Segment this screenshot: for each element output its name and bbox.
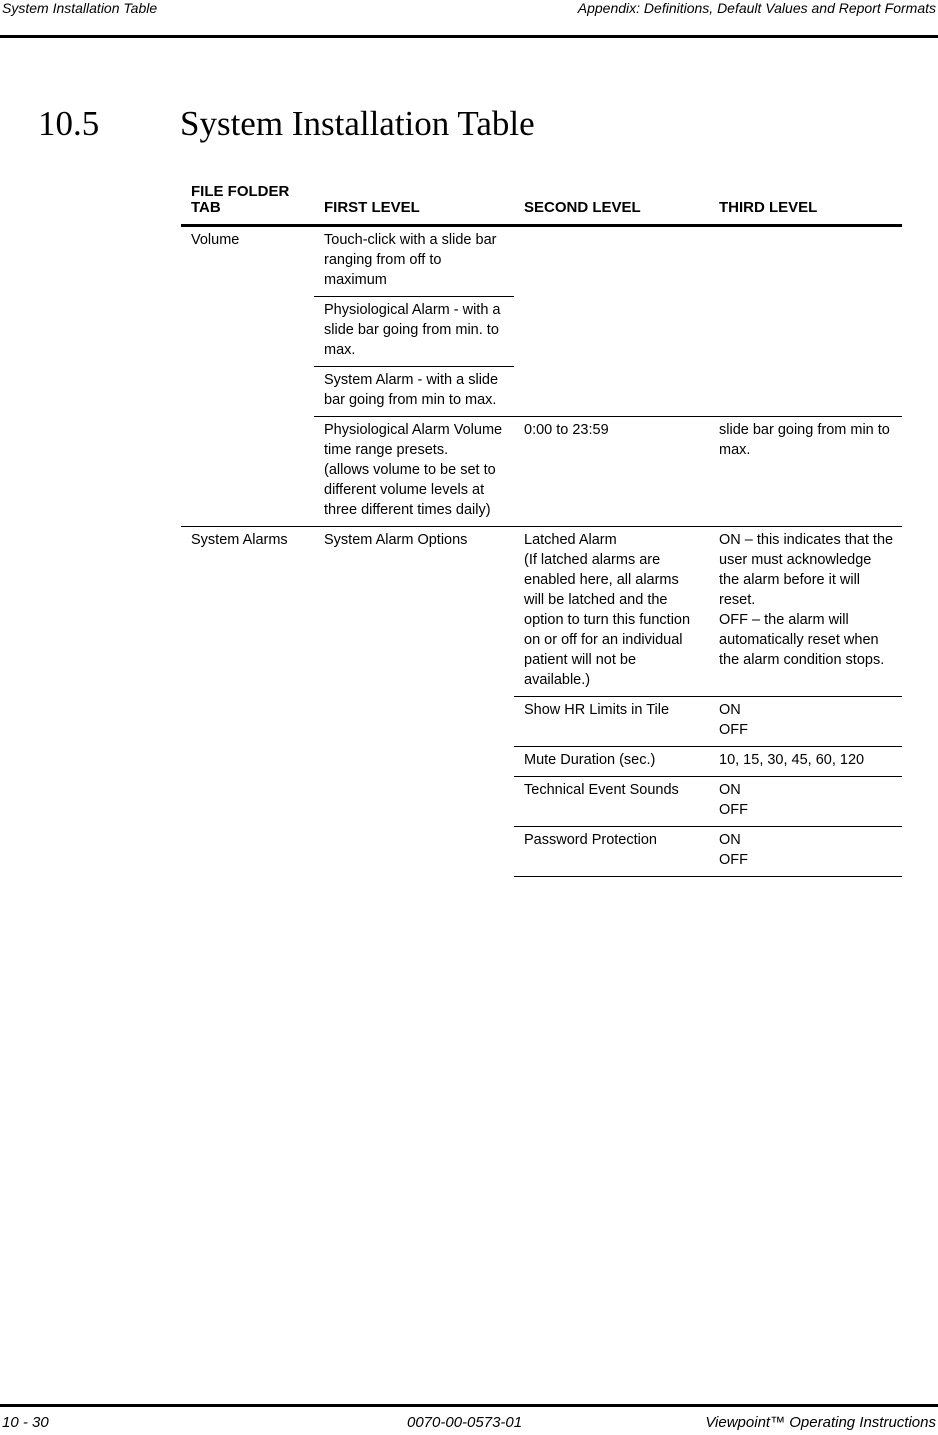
cell-first-level: Physiological Alarm - with a slide bar going from min. to max.: [314, 297, 514, 367]
cell-first-level: Touch-click with a slide bar ranging from off to maximum: [314, 226, 514, 297]
cell-second-level: [514, 226, 709, 417]
header-section-name: System Installation Table: [2, 0, 158, 16]
section-number: 10.5: [38, 104, 100, 143]
cell-first-level: Physiological Alarm Volume time range presets. (allows volume to be set to different volume levels at three different times daily): [314, 417, 514, 527]
cell-second-level: Latched Alarm (If latched alarms are enabled here, all alarms will be latched and the option to turn this function on or off for an individual patient will not be available.): [514, 527, 709, 697]
footer-page-number: 10 - 30: [2, 1414, 49, 1431]
cell-second-level: 0:00 to 23:59: [514, 417, 709, 527]
column-header-first-level: FIRST LEVEL: [314, 184, 514, 226]
cell-third-level: ON OFF: [709, 827, 902, 877]
table-header-row: [181, 184, 902, 226]
cell-second-level: Password Protection: [514, 827, 709, 877]
running-header: [0, 0, 938, 38]
running-footer: [0, 1404, 938, 1435]
column-header-second-level: SECOND LEVEL: [514, 184, 709, 226]
cell-third-level: ON OFF: [709, 777, 902, 827]
footer-document-number: 0070-00-0573-01: [407, 1414, 523, 1431]
table-row: [181, 226, 902, 297]
cell-first-level: System Alarm Options: [314, 527, 514, 877]
cell-third-level: 10, 15, 30, 45, 60, 120: [709, 747, 902, 777]
cell-first-level: System Alarm - with a slide bar going from min to max.: [314, 367, 514, 417]
system-installation-table: [181, 184, 902, 877]
column-header-file-folder-tab: FILE FOLDER TAB: [181, 184, 314, 226]
cell-third-level: slide bar going from min to max.: [709, 417, 902, 527]
column-header-third-level: THIRD LEVEL: [709, 184, 902, 226]
cell-tab-system-alarms: System Alarms: [181, 527, 314, 877]
header-chapter-name: Appendix: Definitions, Default Values and Report Formats: [577, 0, 936, 16]
section-title: System Installation Table: [180, 104, 535, 143]
cell-third-level: ON OFF: [709, 697, 902, 747]
footer-product-name: Viewpoint™ Operating Instructions: [705, 1414, 936, 1431]
cell-second-level: Technical Event Sounds: [514, 777, 709, 827]
cell-third-level: [709, 226, 902, 417]
cell-second-level: Show HR Limits in Tile: [514, 697, 709, 747]
cell-third-level: ON – this indicates that the user must acknowledge the alarm before it will reset. OFF – the alarm will automatically reset when the alarm condition stops.: [709, 527, 902, 697]
table-row: [181, 527, 902, 697]
cell-tab-volume: Volume: [191, 232, 240, 248]
cell-second-level: Mute Duration (sec.): [514, 747, 709, 777]
